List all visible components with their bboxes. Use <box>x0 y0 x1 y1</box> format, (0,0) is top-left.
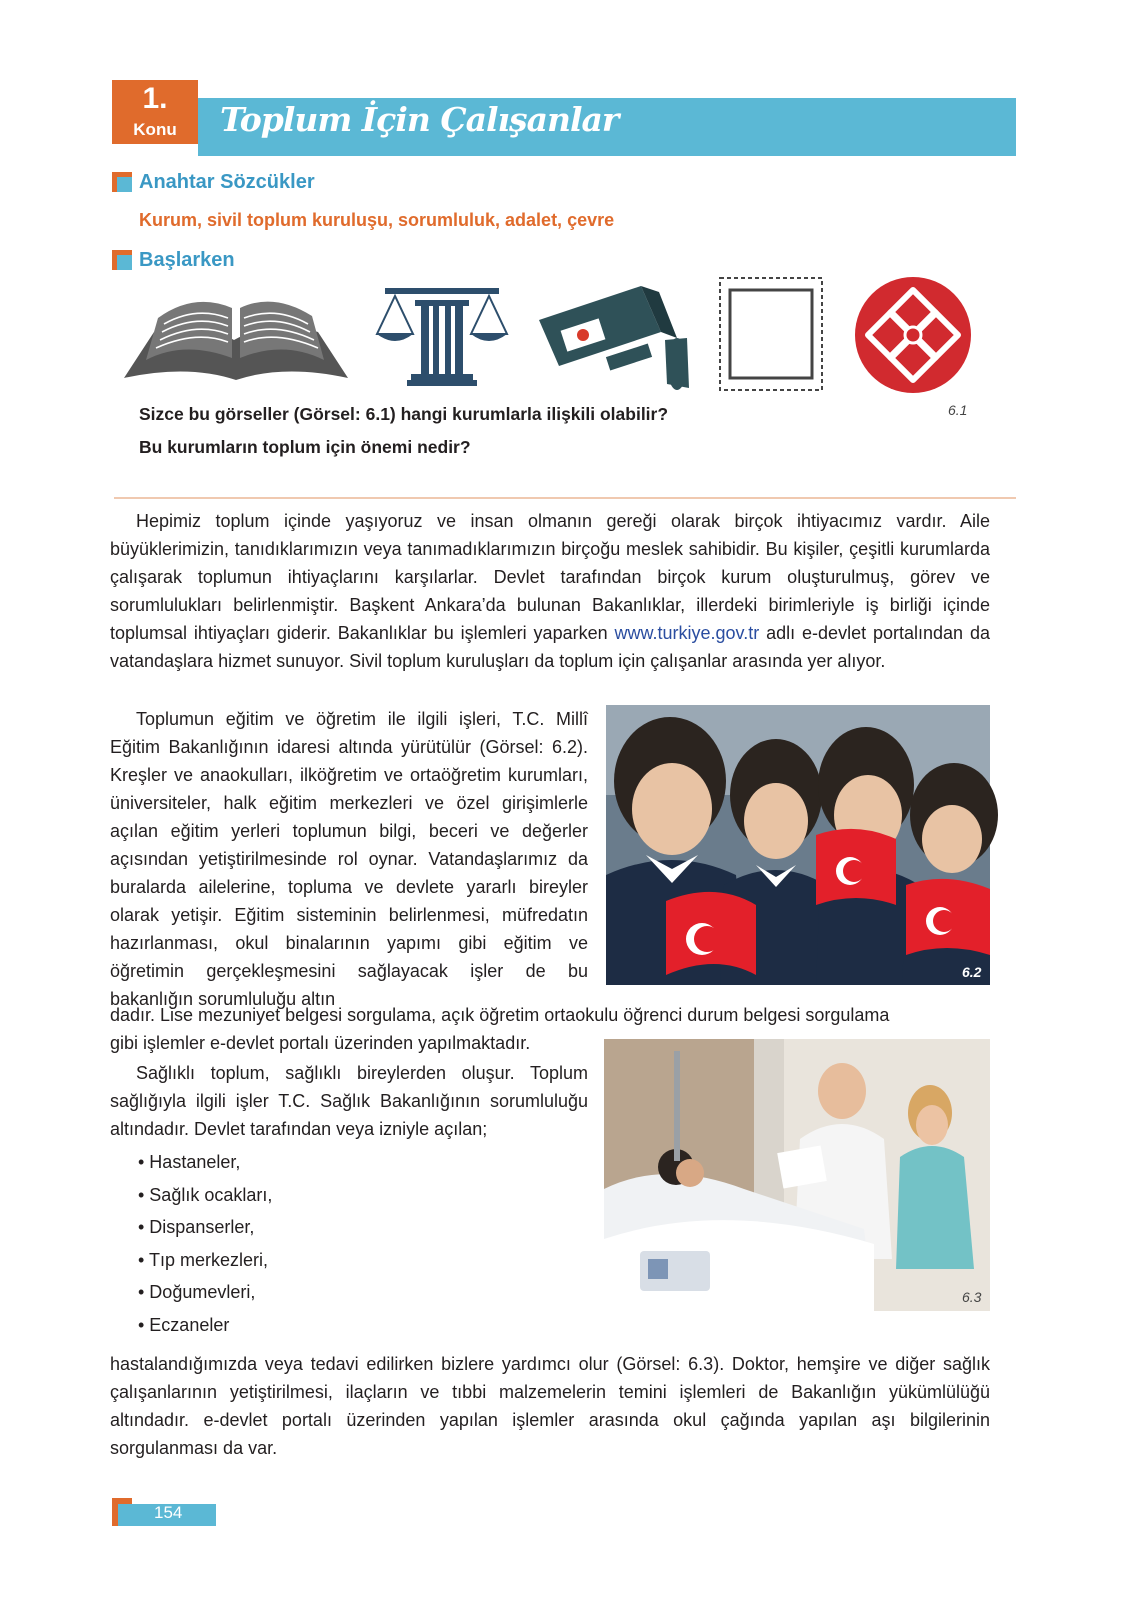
section-marker-icon <box>112 172 132 192</box>
page-number: 154 <box>154 1503 183 1522</box>
paragraph-2-last-line-text: gibi işlemler e-devlet portalı üzerinden yapılmaktadır. <box>110 1033 531 1053</box>
paragraph-2-continued <box>110 1001 990 1029</box>
list-item: • Hastaneler, <box>138 1152 241 1172</box>
paragraph-1-text: Hepimiz toplum içinde yaşıyoruz ve insan olmanın gereği olarak birçok ihtiyacımız vardır. Aile büyüklerimizin, tanıdıklarımızın veya tanımadıklarımızın birçoğu meslek sahibidir. Bu kişiler, çeşitli kurumlarda çalışarak toplumun ihtiyaçlarını karşılarlar. Devlet tarafından birçok kurum oluşturulmuş, görev ve sorumlulukları belirlenmiştir. Başkent Ankara’da bulunan Bakanlıklar, illerdeki birimleriyle iş birliği içinde toplumsal ihtiyaçları giderir. Bakanlıklar bu işlemleri yaparken <box>110 511 990 643</box>
figure-caption-6-2: 6.2 <box>962 964 982 980</box>
list-item: • Tıp merkezleri, <box>138 1250 268 1270</box>
divider <box>114 497 1016 499</box>
section-marker-icon <box>112 250 132 270</box>
security-camera-icon <box>537 284 693 392</box>
paragraph-2-continued-text: dadır. Lise mezuniyet belgesi sorgulama, açık öğretim ortaokulu öğrenci durum belgesi sorgulama <box>110 1005 890 1025</box>
paragraph-3 <box>110 1059 588 1143</box>
paragraph-2-text: Toplumun eğitim ve öğretim ile ilgili işleri, T.C. Millî Eğitim Bakanlığının idaresi altında yürütülür (Görsel: 6.2). Kreşler ve anaokulları, ilköğretim ve ortaöğretim kurumları, üniversiteler, halk eğitim merkezleri ve özel girişimlerle açılan eğitim yerleri toplumun bilgi, beceri ve değerler açısından yetiştirilmesinde rol oynar. Vatandaşlarımız da buralarda ailelerine, topluma ve devlete yararlı bireyler olarak yetişir. Eğitim sisteminin belirlenmesi, müfredatın hazırlanması, okul binalarının yapımı gibi eğitim ve öğretimin gerçekleşmesini sağlayacak işler de bu bakanlığın sorumluluğu altın <box>110 709 588 1009</box>
religious-affairs-logo-icon <box>854 276 972 394</box>
paragraph-2 <box>110 705 588 1009</box>
book-icon <box>124 288 348 384</box>
question-2: Bu kurumların toplum için önemi nedir? <box>139 437 471 457</box>
paragraph-1 <box>110 507 990 675</box>
postage-stamp-icon <box>716 274 826 394</box>
list-item: • Doğumevleri, <box>138 1282 256 1302</box>
page-title: Toplum İçin Çalışanlar <box>220 100 619 139</box>
hospital-room-photo <box>604 1039 990 1311</box>
figure-caption-6-3: 6.3 <box>962 1289 982 1305</box>
e-devlet-link[interactable]: www.turkiye.gov.tr <box>614 623 760 643</box>
konu-label: Konu <box>133 120 177 139</box>
start-heading: Başlarken <box>139 249 235 271</box>
paragraph-4-text: hastalandığımızda veya tedavi edilirken bizlere yardımcı olur (Görsel: 6.3). Doktor, hemşire ve diğer sağlık çalışanlarının yetiştirilmesi, ilaçların ve tıbbi malzemelerin temini işlemleri de Bakanlığın yükümlülüğü altındadır. e-devlet portalı üzerinden yapılan işlemler arasında okul çağında yapılan aşı bilgilerinin sorgulanması da var. <box>110 1354 990 1458</box>
konu-badge <box>112 80 198 144</box>
children-with-flags-photo <box>606 705 990 985</box>
question-1: Sizce bu görseller (Görsel: 6.1) hangi kurumlarla ilişkili olabilir? <box>139 404 669 424</box>
justice-scales-icon <box>375 286 509 388</box>
paragraph-3-text: Sağlıklı toplum, sağlıklı bireylerden oluşur. Toplum sağlığıyla ilgili işler T.C. Sağlık Bakanlığının sorumluluğu altındadır. Devlet tarafından veya izniyle açılan; <box>110 1063 588 1139</box>
paragraph-1-text-end: adlı e-devlet portalından da vatandaşlara hizmet sunuyor. Sivil toplum kuruluşları da toplum için çalışanlar arasında yer alıyor. <box>110 623 990 671</box>
keywords-list: Kurum, sivil toplum kuruluşu, sorumluluk, adalet, çevre <box>139 210 615 230</box>
keywords-heading: Anahtar Sözcükler <box>139 171 315 193</box>
konu-number: 1. <box>142 82 168 115</box>
list-item: • Dispanserler, <box>138 1217 255 1237</box>
paragraph-2-last-line <box>110 1029 590 1057</box>
figure-caption-6-1: 6.1 <box>948 402 968 418</box>
list-item: • Eczaneler <box>138 1315 230 1335</box>
title-bar <box>198 98 1016 156</box>
list-item: • Sağlık ocakları, <box>138 1185 273 1205</box>
page-number-badge <box>112 1498 216 1526</box>
paragraph-4 <box>110 1350 990 1462</box>
